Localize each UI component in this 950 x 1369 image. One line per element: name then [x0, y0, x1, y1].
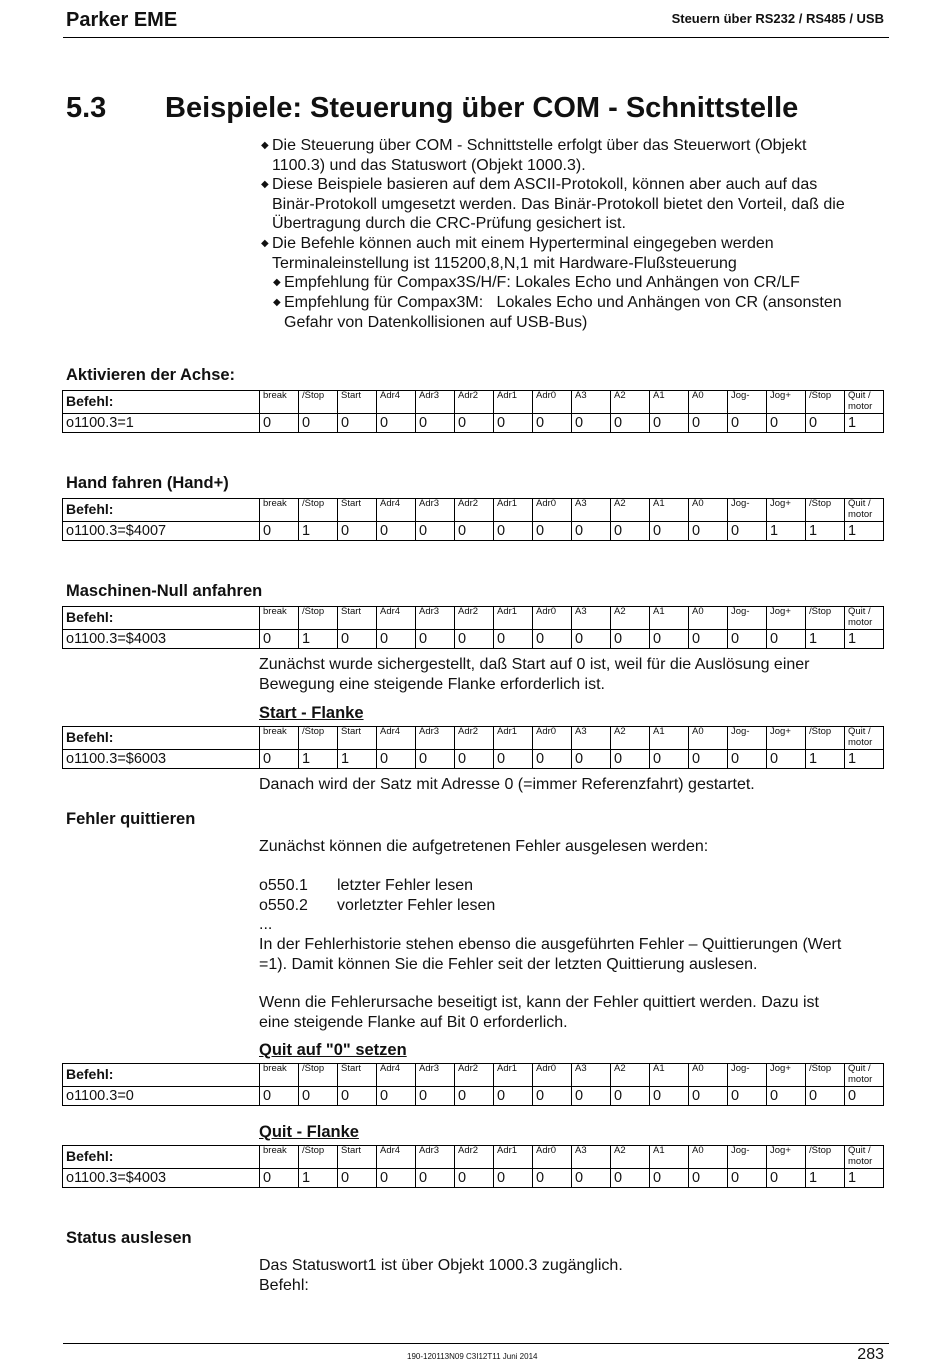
- table-header-row: [63, 391, 884, 414]
- bit-value: 0: [728, 750, 767, 769]
- command-cell: o1100.3=1: [63, 414, 260, 433]
- bit-value: 0: [455, 522, 494, 541]
- command-cell: o1100.3=0: [63, 1087, 260, 1106]
- bit-header: Adr0: [533, 727, 572, 750]
- footer-rule: [63, 1343, 889, 1344]
- bit-value: 0: [533, 414, 572, 433]
- bit-header: A2: [611, 607, 650, 630]
- bit-value: 0: [416, 1087, 455, 1106]
- bullet-line: Empfehlung für Compax3S/H/F: Lokales Echo und Anhängen von CR/LF: [284, 274, 800, 291]
- befehl-label: Befehl:: [63, 607, 260, 630]
- bit-value: 0: [455, 1087, 494, 1106]
- bit-value: 0: [260, 522, 299, 541]
- bit-value: 1: [845, 750, 884, 769]
- bit-header: /Stop: [299, 1146, 338, 1169]
- bit-value: 0: [260, 630, 299, 649]
- bit-value: 0: [260, 1169, 299, 1188]
- bullet-line: Gefahr von Datenkollisionen auf USB-Bus): [284, 313, 588, 331]
- bit-header: /Stop: [299, 1064, 338, 1087]
- bit-value: 0: [572, 750, 611, 769]
- bit-value: 0: [455, 414, 494, 433]
- bit-value: 0: [416, 522, 455, 541]
- bit-header: Adr4: [377, 499, 416, 522]
- bit-value: 0: [728, 522, 767, 541]
- bit-header: /Stop: [299, 727, 338, 750]
- bit-header: A2: [611, 727, 650, 750]
- bit-value: 0: [611, 522, 650, 541]
- label-aktivieren: Aktivieren der Achse:: [66, 366, 236, 384]
- bit-value: 1: [806, 630, 845, 649]
- text-line: In der Fehlerhistorie stehen ebenso die ausgeführten Fehler – Quittierungen (Wert: [259, 936, 842, 954]
- bit-header: Adr3: [416, 607, 455, 630]
- table-header-row: [63, 607, 884, 630]
- bit-value: 0: [494, 414, 533, 433]
- section-title: Beispiele: Steuerung über COM - Schnittstelle: [165, 92, 799, 124]
- object-code: o550.1: [259, 877, 308, 894]
- label-hand: Hand fahren (Hand+): [66, 474, 229, 492]
- bit-header: Quit / motor: [845, 607, 884, 630]
- command-table: [62, 606, 884, 649]
- bit-value: 0: [494, 630, 533, 649]
- bit-header: Quit / motor: [845, 1146, 884, 1169]
- bit-header: Quit / motor: [845, 727, 884, 750]
- bullet-diamond-icon: ◆: [261, 238, 269, 249]
- bit-value: 0: [377, 1169, 416, 1188]
- bit-value: 1: [806, 750, 845, 769]
- bit-value: 0: [533, 522, 572, 541]
- object-code: o550.2: [259, 896, 308, 914]
- table-row: [63, 414, 884, 433]
- object-row: [259, 896, 841, 916]
- text-line: Danach wird der Satz mit Adresse 0 (=immer Referenzfahrt) gestartet.: [259, 776, 755, 793]
- bit-header: Adr3: [416, 1146, 455, 1169]
- bit-header: Jog-: [728, 727, 767, 750]
- command-cell: o1100.3=$4003: [63, 1169, 260, 1188]
- bit-value: 0: [455, 630, 494, 649]
- bit-value: 1: [338, 750, 377, 769]
- bit-value: 0: [767, 1169, 806, 1188]
- bit-header: Adr1: [494, 391, 533, 414]
- bit-header: /Stop: [806, 1146, 845, 1169]
- bit-header: Adr0: [533, 1146, 572, 1169]
- bit-header: break: [260, 499, 299, 522]
- sub-bullet-item: [273, 273, 800, 293]
- object-row: [259, 876, 841, 896]
- bit-value: 0: [728, 1169, 767, 1188]
- command-cell: o1100.3=$4007: [63, 522, 260, 541]
- bit-value: 1: [845, 414, 884, 433]
- bit-header: A2: [611, 1146, 650, 1169]
- bit-value: 1: [845, 1169, 884, 1188]
- bullet-line: Die Steuerung über COM - Schnittstelle erfolgt über das Steuerwort (Objekt: [272, 137, 807, 154]
- bit-value: 0: [650, 522, 689, 541]
- bit-value: 0: [650, 414, 689, 433]
- bullet-diamond-icon: ◆: [273, 277, 281, 288]
- bit-value: 0: [689, 1087, 728, 1106]
- bit-value: 1: [767, 522, 806, 541]
- bit-header: /Stop: [806, 499, 845, 522]
- bit-header: Jog-: [728, 1064, 767, 1087]
- bullet-item: [261, 136, 807, 175]
- bit-value: 0: [728, 630, 767, 649]
- command-table: [62, 726, 884, 769]
- bit-header: /Stop: [299, 499, 338, 522]
- footer-doc-id: 190-120113N09 C3I12T11 Juni 2014: [407, 1352, 538, 1361]
- bit-value: 0: [377, 522, 416, 541]
- bit-value: 0: [845, 1087, 884, 1106]
- command-table: [62, 1145, 884, 1188]
- command-cell: o1100.3=$4003: [63, 630, 260, 649]
- command-table: [62, 1063, 884, 1106]
- bit-header: Jog+: [767, 1146, 806, 1169]
- bit-value: 0: [533, 1087, 572, 1106]
- bit-header: Quit / motor: [845, 499, 884, 522]
- table-row: [63, 630, 884, 649]
- page-number: 283: [857, 1346, 884, 1363]
- bit-value: 0: [650, 750, 689, 769]
- bit-header: /Stop: [806, 607, 845, 630]
- bit-value: 1: [299, 630, 338, 649]
- befehl-label: Befehl:: [63, 391, 260, 414]
- bit-header: Jog-: [728, 1146, 767, 1169]
- table-row: [63, 1087, 884, 1106]
- bit-value: 0: [689, 522, 728, 541]
- bit-header: Start: [338, 1146, 377, 1169]
- paragraph: [259, 993, 819, 1032]
- bit-value: 0: [689, 414, 728, 433]
- bit-header: Jog-: [728, 607, 767, 630]
- table-header-row: [63, 1064, 884, 1087]
- bit-value: 0: [650, 1169, 689, 1188]
- bit-header: Adr3: [416, 727, 455, 750]
- bit-value: 0: [767, 630, 806, 649]
- bit-header: Start: [338, 1064, 377, 1087]
- bit-value: 0: [455, 1169, 494, 1188]
- bit-header: break: [260, 391, 299, 414]
- bit-value: 0: [533, 630, 572, 649]
- bullet-diamond-icon: ◆: [261, 140, 269, 151]
- bit-header: /Stop: [299, 391, 338, 414]
- bit-value: 0: [299, 414, 338, 433]
- bullet-diamond-icon: ◆: [273, 297, 281, 308]
- bit-header: Adr1: [494, 499, 533, 522]
- bit-header: Adr1: [494, 607, 533, 630]
- header-brand: Parker EME: [66, 9, 178, 31]
- bit-header: A0: [689, 1146, 728, 1169]
- bit-value: 0: [377, 1087, 416, 1106]
- bit-header: A1: [650, 1064, 689, 1087]
- bit-header: Adr2: [455, 1064, 494, 1087]
- bit-header: Adr4: [377, 391, 416, 414]
- bit-value: 0: [650, 1087, 689, 1106]
- label-fehler: Fehler quittieren: [66, 810, 196, 828]
- bullet-diamond-icon: ◆: [261, 179, 269, 190]
- bit-value: 0: [767, 750, 806, 769]
- bit-value: 0: [377, 630, 416, 649]
- bit-header: A1: [650, 499, 689, 522]
- bit-value: 1: [845, 522, 884, 541]
- bit-header: A3: [572, 1146, 611, 1169]
- header-chapter: Steuern über RS232 / RS485 / USB: [671, 11, 884, 26]
- bit-value: 0: [611, 414, 650, 433]
- bit-header: Jog+: [767, 1064, 806, 1087]
- bullet-line: Die Befehle können auch mit einem Hyperterminal eingegeben werden: [272, 235, 774, 252]
- bit-header: Quit / motor: [845, 391, 884, 414]
- bit-header: Adr2: [455, 607, 494, 630]
- bit-header: A2: [611, 1064, 650, 1087]
- befehl-label: Befehl:: [63, 1064, 260, 1087]
- bit-header: Jog-: [728, 391, 767, 414]
- command-cell: o1100.3=$6003: [63, 750, 260, 769]
- bit-value: 0: [377, 414, 416, 433]
- bit-header: A1: [650, 1146, 689, 1169]
- table-row: [63, 522, 884, 541]
- bit-header: A1: [650, 391, 689, 414]
- bit-header: Start: [338, 391, 377, 414]
- bit-header: /Stop: [299, 607, 338, 630]
- bit-header: /Stop: [806, 391, 845, 414]
- bullet-item: [261, 175, 845, 234]
- bit-header: A0: [689, 607, 728, 630]
- bit-header: Adr3: [416, 1064, 455, 1087]
- bit-header: break: [260, 1064, 299, 1087]
- bit-value: 0: [416, 414, 455, 433]
- bit-value: 0: [377, 750, 416, 769]
- bit-header: Adr4: [377, 727, 416, 750]
- bit-header: A3: [572, 727, 611, 750]
- bit-value: 0: [767, 414, 806, 433]
- sublabel-start-flanke: Start - Flanke: [259, 704, 364, 722]
- bit-header: Adr1: [494, 1146, 533, 1169]
- sub-bullet-item: [273, 293, 842, 332]
- bit-value: 1: [806, 522, 845, 541]
- bit-header: A3: [572, 607, 611, 630]
- bit-value: 0: [611, 750, 650, 769]
- bit-header: Start: [338, 727, 377, 750]
- bit-header: A0: [689, 727, 728, 750]
- befehl-label: Befehl:: [63, 1146, 260, 1169]
- bit-header: break: [260, 727, 299, 750]
- bit-value: 0: [416, 630, 455, 649]
- bit-value: 0: [494, 522, 533, 541]
- bit-header: Adr0: [533, 1064, 572, 1087]
- bit-header: Jog-: [728, 499, 767, 522]
- command-table: [62, 390, 884, 433]
- object-desc: vorletzter Fehler lesen: [337, 896, 496, 914]
- bit-header: Start: [338, 607, 377, 630]
- bit-value: 0: [611, 1087, 650, 1106]
- paragraph: [259, 1256, 623, 1295]
- bit-value: 0: [494, 750, 533, 769]
- bullet-line: Diese Beispiele basieren auf dem ASCII-Protokoll, können aber auch auf das: [272, 176, 818, 193]
- bit-value: 0: [533, 1169, 572, 1188]
- bit-value: 0: [416, 1169, 455, 1188]
- bit-header: Adr4: [377, 1146, 416, 1169]
- text-line: Bewegung eine steigende Flanke erforderlich ist.: [259, 675, 605, 693]
- label-status: Status auslesen: [66, 1229, 192, 1247]
- sublabel-quit-flanke: Quit - Flanke: [259, 1123, 359, 1141]
- bit-header: A0: [689, 1064, 728, 1087]
- bit-value: 0: [806, 414, 845, 433]
- bit-value: 0: [689, 750, 728, 769]
- bit-header: A0: [689, 499, 728, 522]
- bit-header: Adr1: [494, 1064, 533, 1087]
- bit-value: 0: [299, 1087, 338, 1106]
- bit-header: break: [260, 607, 299, 630]
- bit-value: 1: [299, 750, 338, 769]
- ellipsis: ...: [259, 916, 273, 934]
- bit-header: Jog+: [767, 607, 806, 630]
- bullet-line: Binär-Protokoll umgesetzt werden. Das Binär-Protokoll bietet den Vorteil, daß die: [272, 195, 845, 213]
- bit-value: 0: [689, 630, 728, 649]
- bit-value: 0: [728, 1087, 767, 1106]
- bit-value: 1: [806, 1169, 845, 1188]
- bit-header: /Stop: [806, 1064, 845, 1087]
- bit-value: 0: [572, 1087, 611, 1106]
- bit-value: 1: [845, 630, 884, 649]
- bit-value: 0: [572, 414, 611, 433]
- bit-value: 0: [611, 1169, 650, 1188]
- bit-header: A3: [572, 391, 611, 414]
- paragraph: [259, 655, 810, 694]
- object-list: [259, 876, 841, 975]
- bit-header: Adr1: [494, 727, 533, 750]
- bit-header: Adr3: [416, 499, 455, 522]
- bit-value: 0: [572, 630, 611, 649]
- bullet-line: Empfehlung für Compax3M: Lokales Echo und Anhängen von CR (ansonsten: [284, 294, 842, 311]
- bit-header: A3: [572, 499, 611, 522]
- bit-value: 0: [338, 630, 377, 649]
- bit-value: 0: [260, 414, 299, 433]
- bit-header: A0: [689, 391, 728, 414]
- text-line: Wenn die Fehlerursache beseitigt ist, kann der Fehler quittiert werden. Dazu ist: [259, 994, 819, 1011]
- bit-header: /Stop: [806, 727, 845, 750]
- bit-value: 1: [299, 1169, 338, 1188]
- bit-header: Adr4: [377, 1064, 416, 1087]
- bullet-line: Übertragung durch die CRC-Prüfung gesichert ist.: [272, 215, 626, 233]
- bit-header: Start: [338, 499, 377, 522]
- bullet-line: 1100.3) und das Statuswort (Objekt 1000.3).: [272, 156, 586, 174]
- bit-value: 0: [806, 1087, 845, 1106]
- table-header-row: [63, 727, 884, 750]
- bit-value: 0: [494, 1169, 533, 1188]
- text-line: Befehl:: [259, 1276, 309, 1294]
- bit-header: Adr0: [533, 391, 572, 414]
- sublabel-quit-null: Quit auf "0" setzen: [259, 1041, 407, 1059]
- command-table: [62, 498, 884, 541]
- bit-value: 0: [338, 1169, 377, 1188]
- bit-header: Adr2: [455, 727, 494, 750]
- bit-header: Adr0: [533, 607, 572, 630]
- text-line: eine steigende Flanke auf Bit 0 erforderlich.: [259, 1013, 568, 1031]
- bit-value: 0: [572, 1169, 611, 1188]
- bit-header: Jog+: [767, 391, 806, 414]
- bit-value: 0: [689, 1169, 728, 1188]
- bit-value: 0: [455, 750, 494, 769]
- table-row: [63, 1169, 884, 1188]
- bit-header: Adr2: [455, 1146, 494, 1169]
- bit-header: break: [260, 1146, 299, 1169]
- bit-header: A2: [611, 391, 650, 414]
- bit-value: 0: [650, 630, 689, 649]
- bit-header: A2: [611, 499, 650, 522]
- bullet-line: Terminaleinstellung ist 115200,8,N,1 mit Hardware-Flußsteuerung: [272, 254, 737, 272]
- table-row: [63, 750, 884, 769]
- bit-value: 0: [338, 414, 377, 433]
- bit-value: 0: [572, 522, 611, 541]
- bit-value: 0: [338, 522, 377, 541]
- befehl-label: Befehl:: [63, 499, 260, 522]
- bit-header: A3: [572, 1064, 611, 1087]
- text-line: Das Statuswort1 ist über Objekt 1000.3 zugänglich.: [259, 1257, 623, 1274]
- bit-value: 0: [416, 750, 455, 769]
- bit-header: Adr3: [416, 391, 455, 414]
- label-maschinen-null: Maschinen-Null anfahren: [66, 582, 263, 600]
- text-line: =1). Damit können Sie die Fehler seit der letzten Quittierung auslesen.: [259, 955, 758, 973]
- bit-header: A1: [650, 727, 689, 750]
- section-number: 5.3: [66, 92, 107, 124]
- bit-value: 0: [533, 750, 572, 769]
- text-line: Zunächst können die aufgetretenen Fehler ausgelesen werden:: [259, 838, 709, 855]
- bit-header: Quit / motor: [845, 1064, 884, 1087]
- bit-value: 0: [494, 1087, 533, 1106]
- header-rule: [63, 37, 889, 38]
- bit-value: 1: [299, 522, 338, 541]
- bit-value: 0: [728, 414, 767, 433]
- bit-value: 0: [767, 1087, 806, 1106]
- table-header-row: [63, 499, 884, 522]
- bit-value: 0: [260, 750, 299, 769]
- text-line: Zunächst wurde sichergestellt, daß Start auf 0 ist, weil für die Auslösung einer: [259, 656, 810, 673]
- bullet-item: [261, 234, 774, 273]
- table-header-row: [63, 1146, 884, 1169]
- bit-header: Jog+: [767, 727, 806, 750]
- bit-header: A1: [650, 607, 689, 630]
- bit-header: Adr0: [533, 499, 572, 522]
- bit-header: Adr2: [455, 391, 494, 414]
- bit-header: Adr4: [377, 607, 416, 630]
- bit-value: 0: [611, 630, 650, 649]
- bit-value: 0: [338, 1087, 377, 1106]
- object-desc: letzter Fehler lesen: [337, 877, 474, 894]
- bit-value: 0: [260, 1087, 299, 1106]
- bit-header: Adr2: [455, 499, 494, 522]
- bit-header: Jog+: [767, 499, 806, 522]
- befehl-label: Befehl:: [63, 727, 260, 750]
